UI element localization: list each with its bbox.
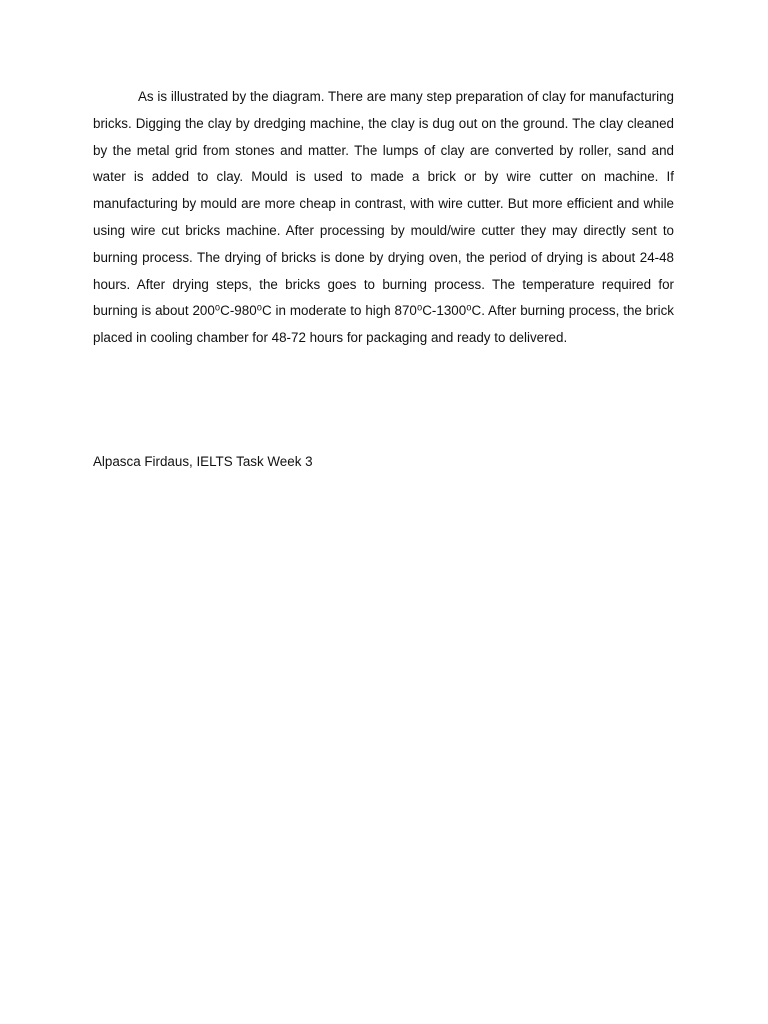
essay-paragraph: As is illustrated by the diagram. There are many step preparation of clay for manufacturing bricks. Digging the clay by dredging machine, the clay is dug out on the ground. The clay cleaned by the metal grid from stones and matter. The lumps of clay are converted by roller, sand and water is added to clay. Mould is used to made a brick or by wire cutter on machine. If manufacturing by mould are more cheap in contrast, with wire cutter. But more efficient and while using wire cut bricks machine. After processing by mould/wire cutter they may directly sent to burning process. The drying of bricks is done by drying oven, the period of drying is about 24-48 hours. After drying steps, the bricks goes to burning process. The temperature required for burning is about 200⁰C-980⁰C in moderate to high 870⁰C-1300⁰C. After burning process, the brick placed in cooling chamber for 48-72 hours for packaging and ready to delivered.	[93, 89, 674, 346]
author-signature-line: Alpasca Firdaus, IELTS Task Week 3	[93, 454, 313, 469]
